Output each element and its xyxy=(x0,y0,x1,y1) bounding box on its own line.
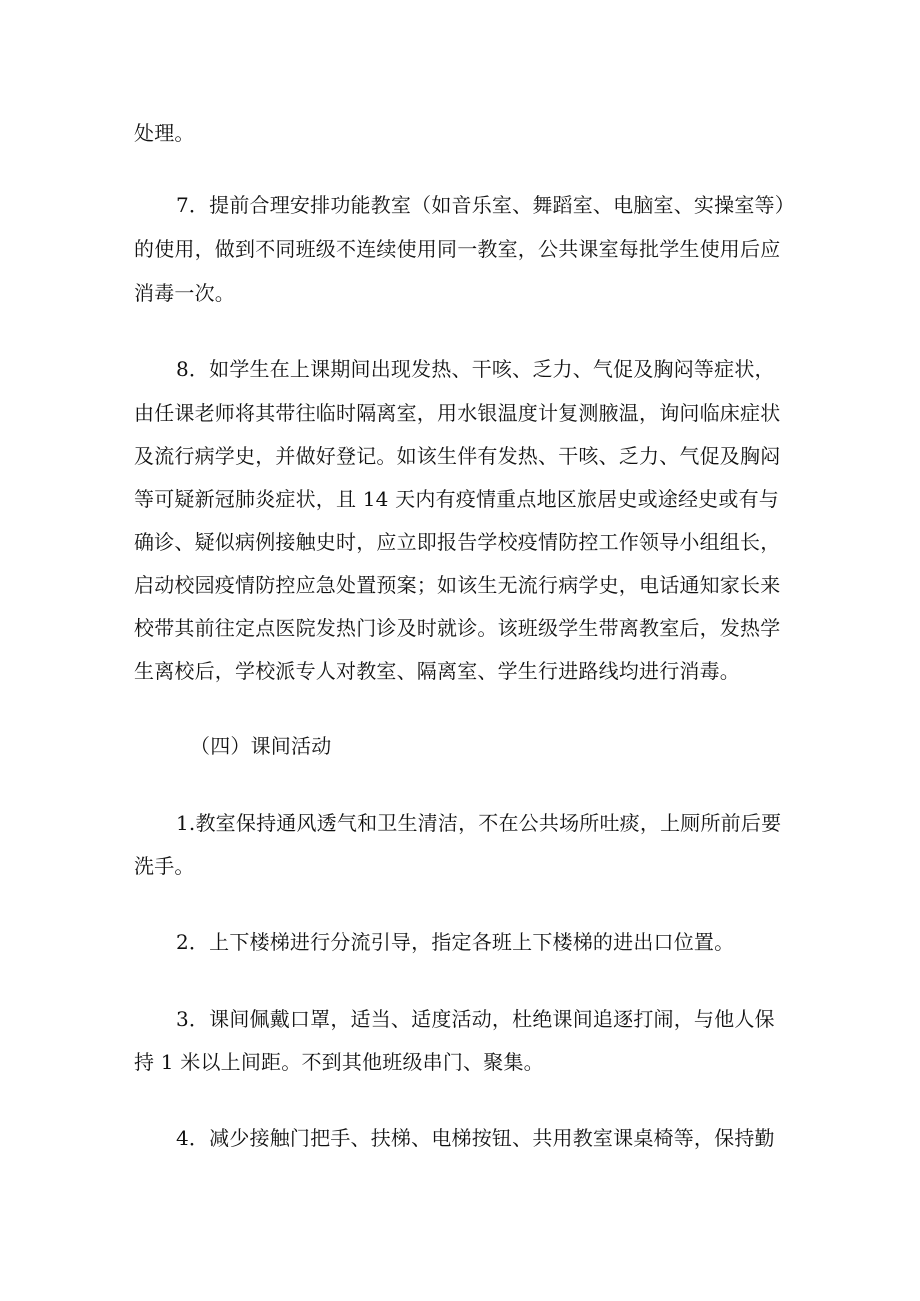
text-line: 由任课老师将其带往临时隔离室，用水银温度计复测腋温，询问临床症状 xyxy=(134,401,781,425)
text-line: 洗手。 xyxy=(134,854,195,878)
text-line: 7．提前合理安排功能教室（如音乐室、舞蹈室、电脑室、实操室等） xyxy=(176,193,795,217)
text-line: 2．上下楼梯进行分流引导，指定各班上下楼梯的进出口位置。 xyxy=(176,930,735,954)
text-line: 1.教室保持通风透气和卫生清洁，不在公共场所吐痰，上厕所前后要 xyxy=(176,811,782,835)
text-line: 校带其前往定点医院发热门诊及时就诊。该班级学生带离教室后，发热学 xyxy=(134,616,781,640)
text-line: 生离校后，学校派专人对教室、隔离室、学生行进路线均进行消毒。 xyxy=(134,659,740,683)
text-line: 启动校园疫情防控应急处置预案；如该生无流行病学史，电话通知家长来 xyxy=(134,573,781,597)
text-line: 消毒一次。 xyxy=(134,281,235,305)
text-line: 处理。 xyxy=(134,121,195,145)
text-line: 8．如学生在上课期间出现发热、干咳、乏力、气促及胸闷等症状， xyxy=(176,357,775,381)
text-line: 确诊、疑似病例接触史时，应立即报告学校疫情防控工作领导小组组长， xyxy=(134,530,781,554)
text-line: 的使用，做到不同班级不连续使用同一教室，公共课室每批学生使用后应 xyxy=(134,237,781,261)
text-line: 4．减少接触门把手、扶梯、电梯按钮、共用教室课桌椅等，保持勤 xyxy=(176,1126,775,1150)
section-heading: （四）课间活动 xyxy=(190,734,332,758)
text-line: 3．课间佩戴口罩，适当、适度活动，杜绝课间追逐打闹，与他人保 xyxy=(176,1007,775,1031)
text-line: 持 1 米以上间距。不到其他班级串门、聚集。 xyxy=(134,1050,544,1074)
text-line: 及流行病学史，并做好登记。如该生伴有发热、干咳、乏力、气促及胸闷 xyxy=(134,444,781,468)
text-line: 等可疑新冠肺炎症状，且 14 天内有疫情重点地区旅居史或途经史或有与 xyxy=(134,487,779,511)
